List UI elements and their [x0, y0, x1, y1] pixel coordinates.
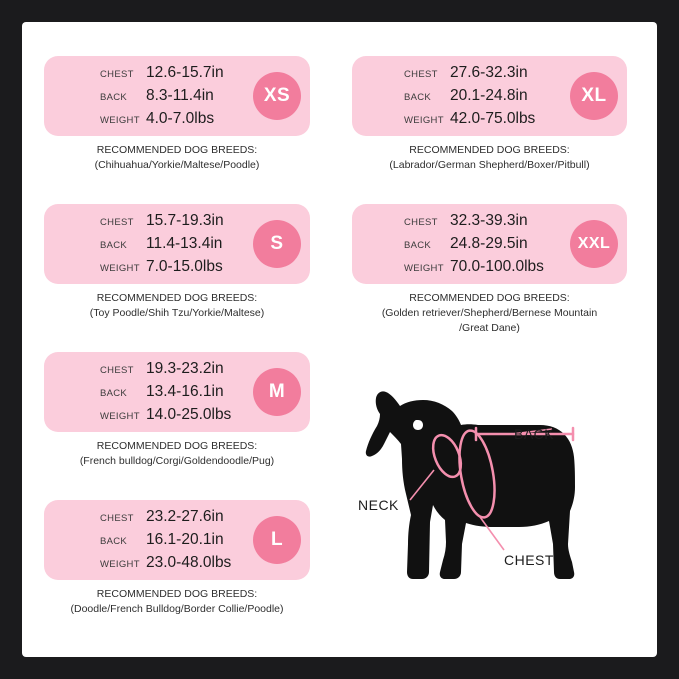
back-row	[100, 531, 224, 555]
back-row	[100, 87, 214, 111]
size-block-xl	[352, 56, 627, 173]
size-block-xxl	[352, 204, 627, 336]
breeds-s	[44, 291, 310, 321]
size-panel-xxl	[352, 204, 627, 284]
chest-row	[100, 212, 224, 236]
weight-value: 70.0-100.0lbs	[450, 258, 544, 275]
breeds-list-line-2: /Great Dane)	[459, 322, 520, 334]
chest-label: CHEST	[100, 513, 134, 524]
breeds-xl	[352, 143, 627, 173]
chest-label: CHEST	[100, 365, 134, 376]
weight-row	[100, 554, 231, 578]
weight-label: WEIGHT	[100, 115, 140, 126]
chest-row	[100, 508, 224, 532]
chest-value: 32.3-39.3in	[450, 212, 528, 229]
figure-label-chest: CHEST	[504, 552, 554, 568]
chest-leader-line	[480, 517, 504, 550]
weight-value: 4.0-7.0lbs	[146, 110, 215, 127]
chest-value: 12.6-15.7in	[146, 64, 224, 81]
back-value: 24.8-29.5in	[450, 235, 528, 252]
breeds-heading: RECOMMENDED DOG BREEDS:	[96, 292, 258, 304]
weight-row	[100, 110, 214, 134]
size-block-s	[44, 204, 310, 321]
back-row	[100, 383, 224, 407]
size-chart-card	[22, 22, 657, 657]
weight-row	[100, 258, 223, 282]
back-row	[404, 87, 528, 111]
back-row	[404, 235, 528, 259]
breeds-xxl	[352, 291, 627, 336]
chest-value: 27.6-32.3in	[450, 64, 528, 81]
breeds-heading: RECOMMENDED DOG BREEDS:	[96, 588, 258, 600]
figure-label-back: BACK	[514, 426, 555, 442]
breeds-list: (Labrador/German Shepherd/Boxer/Pitbull)	[389, 159, 590, 171]
chest-value: 15.7-19.3in	[146, 212, 224, 229]
back-label: BACK	[404, 92, 432, 103]
chest-label: CHEST	[100, 217, 134, 228]
size-block-xs	[44, 56, 310, 173]
size-block-l	[44, 500, 310, 617]
weight-value: 14.0-25.0lbs	[146, 406, 232, 423]
size-panel-xs	[44, 56, 310, 136]
breeds-list: (Chihuahua/Yorkie/Maltese/Poodle)	[94, 159, 260, 171]
size-badge-xs: XS	[253, 72, 301, 120]
breeds-list: (French bulldog/Corgi/Goldendoodle/Pug)	[79, 455, 275, 467]
size-badge-s: S	[253, 220, 301, 268]
back-label: BACK	[100, 240, 128, 251]
chest-value: 19.3-23.2in	[146, 360, 224, 377]
breeds-list: (Doodle/French Bulldog/Border Collie/Poodle)	[70, 603, 284, 615]
size-block-m	[44, 352, 310, 469]
chest-row	[404, 212, 528, 236]
chest-measure-ellipse	[454, 428, 501, 520]
chest-value: 23.2-27.6in	[146, 508, 224, 525]
chest-label: CHEST	[404, 69, 438, 80]
back-label: BACK	[404, 240, 432, 251]
size-panel-m	[44, 352, 310, 432]
chest-label: CHEST	[404, 217, 438, 228]
chest-row	[100, 64, 224, 88]
weight-value: 7.0-15.0lbs	[146, 258, 223, 275]
chest-row	[100, 360, 224, 384]
back-value: 8.3-11.4in	[146, 87, 214, 104]
back-value: 20.1-24.8in	[450, 87, 528, 104]
weight-label: WEIGHT	[404, 115, 444, 126]
size-panel-l	[44, 500, 310, 580]
neck-leader-line	[410, 470, 434, 500]
breeds-m	[44, 439, 310, 469]
back-row	[100, 235, 222, 259]
weight-value: 42.0-75.0lbs	[450, 110, 536, 127]
size-panel-xl	[352, 56, 627, 136]
back-value: 11.4-13.4in	[146, 235, 223, 252]
weight-label: WEIGHT	[100, 559, 140, 570]
back-label: BACK	[100, 92, 128, 103]
chest-label: CHEST	[100, 69, 134, 80]
size-badge-xl: XL	[570, 72, 618, 120]
size-panel-s	[44, 204, 310, 284]
dog-measurement-diagram	[344, 374, 654, 614]
breeds-l	[44, 587, 310, 617]
size-badge-l: L	[253, 516, 301, 564]
weight-label: WEIGHT	[404, 263, 444, 274]
size-badge-m: M	[253, 368, 301, 416]
back-label: BACK	[100, 536, 128, 547]
breeds-heading: RECOMMENDED DOG BREEDS:	[96, 440, 258, 452]
weight-row	[404, 258, 544, 282]
size-badge-xxl: XXL	[570, 220, 618, 268]
back-value: 16.1-20.1in	[146, 531, 224, 548]
breeds-heading: RECOMMENDED DOG BREEDS:	[409, 292, 570, 304]
breeds-list: (Toy Poodle/Shih Tzu/Yorkie/Maltese)	[89, 307, 265, 319]
chest-row	[404, 64, 528, 88]
measurement-lines	[344, 374, 654, 614]
weight-row	[404, 110, 535, 134]
weight-row	[100, 406, 231, 430]
back-value: 13.4-16.1in	[146, 383, 224, 400]
weight-value: 23.0-48.0lbs	[146, 554, 232, 571]
breeds-list-line-1: (Golden retriever/Shepherd/Bernese Mountain	[381, 307, 598, 319]
breeds-heading: RECOMMENDED DOG BREEDS:	[409, 144, 570, 156]
figure-label-neck: NECK	[358, 497, 399, 513]
back-label: BACK	[100, 388, 128, 399]
breeds-heading: RECOMMENDED DOG BREEDS:	[96, 144, 258, 156]
weight-label: WEIGHT	[100, 263, 140, 274]
weight-label: WEIGHT	[100, 411, 140, 422]
breeds-xs	[44, 143, 310, 173]
